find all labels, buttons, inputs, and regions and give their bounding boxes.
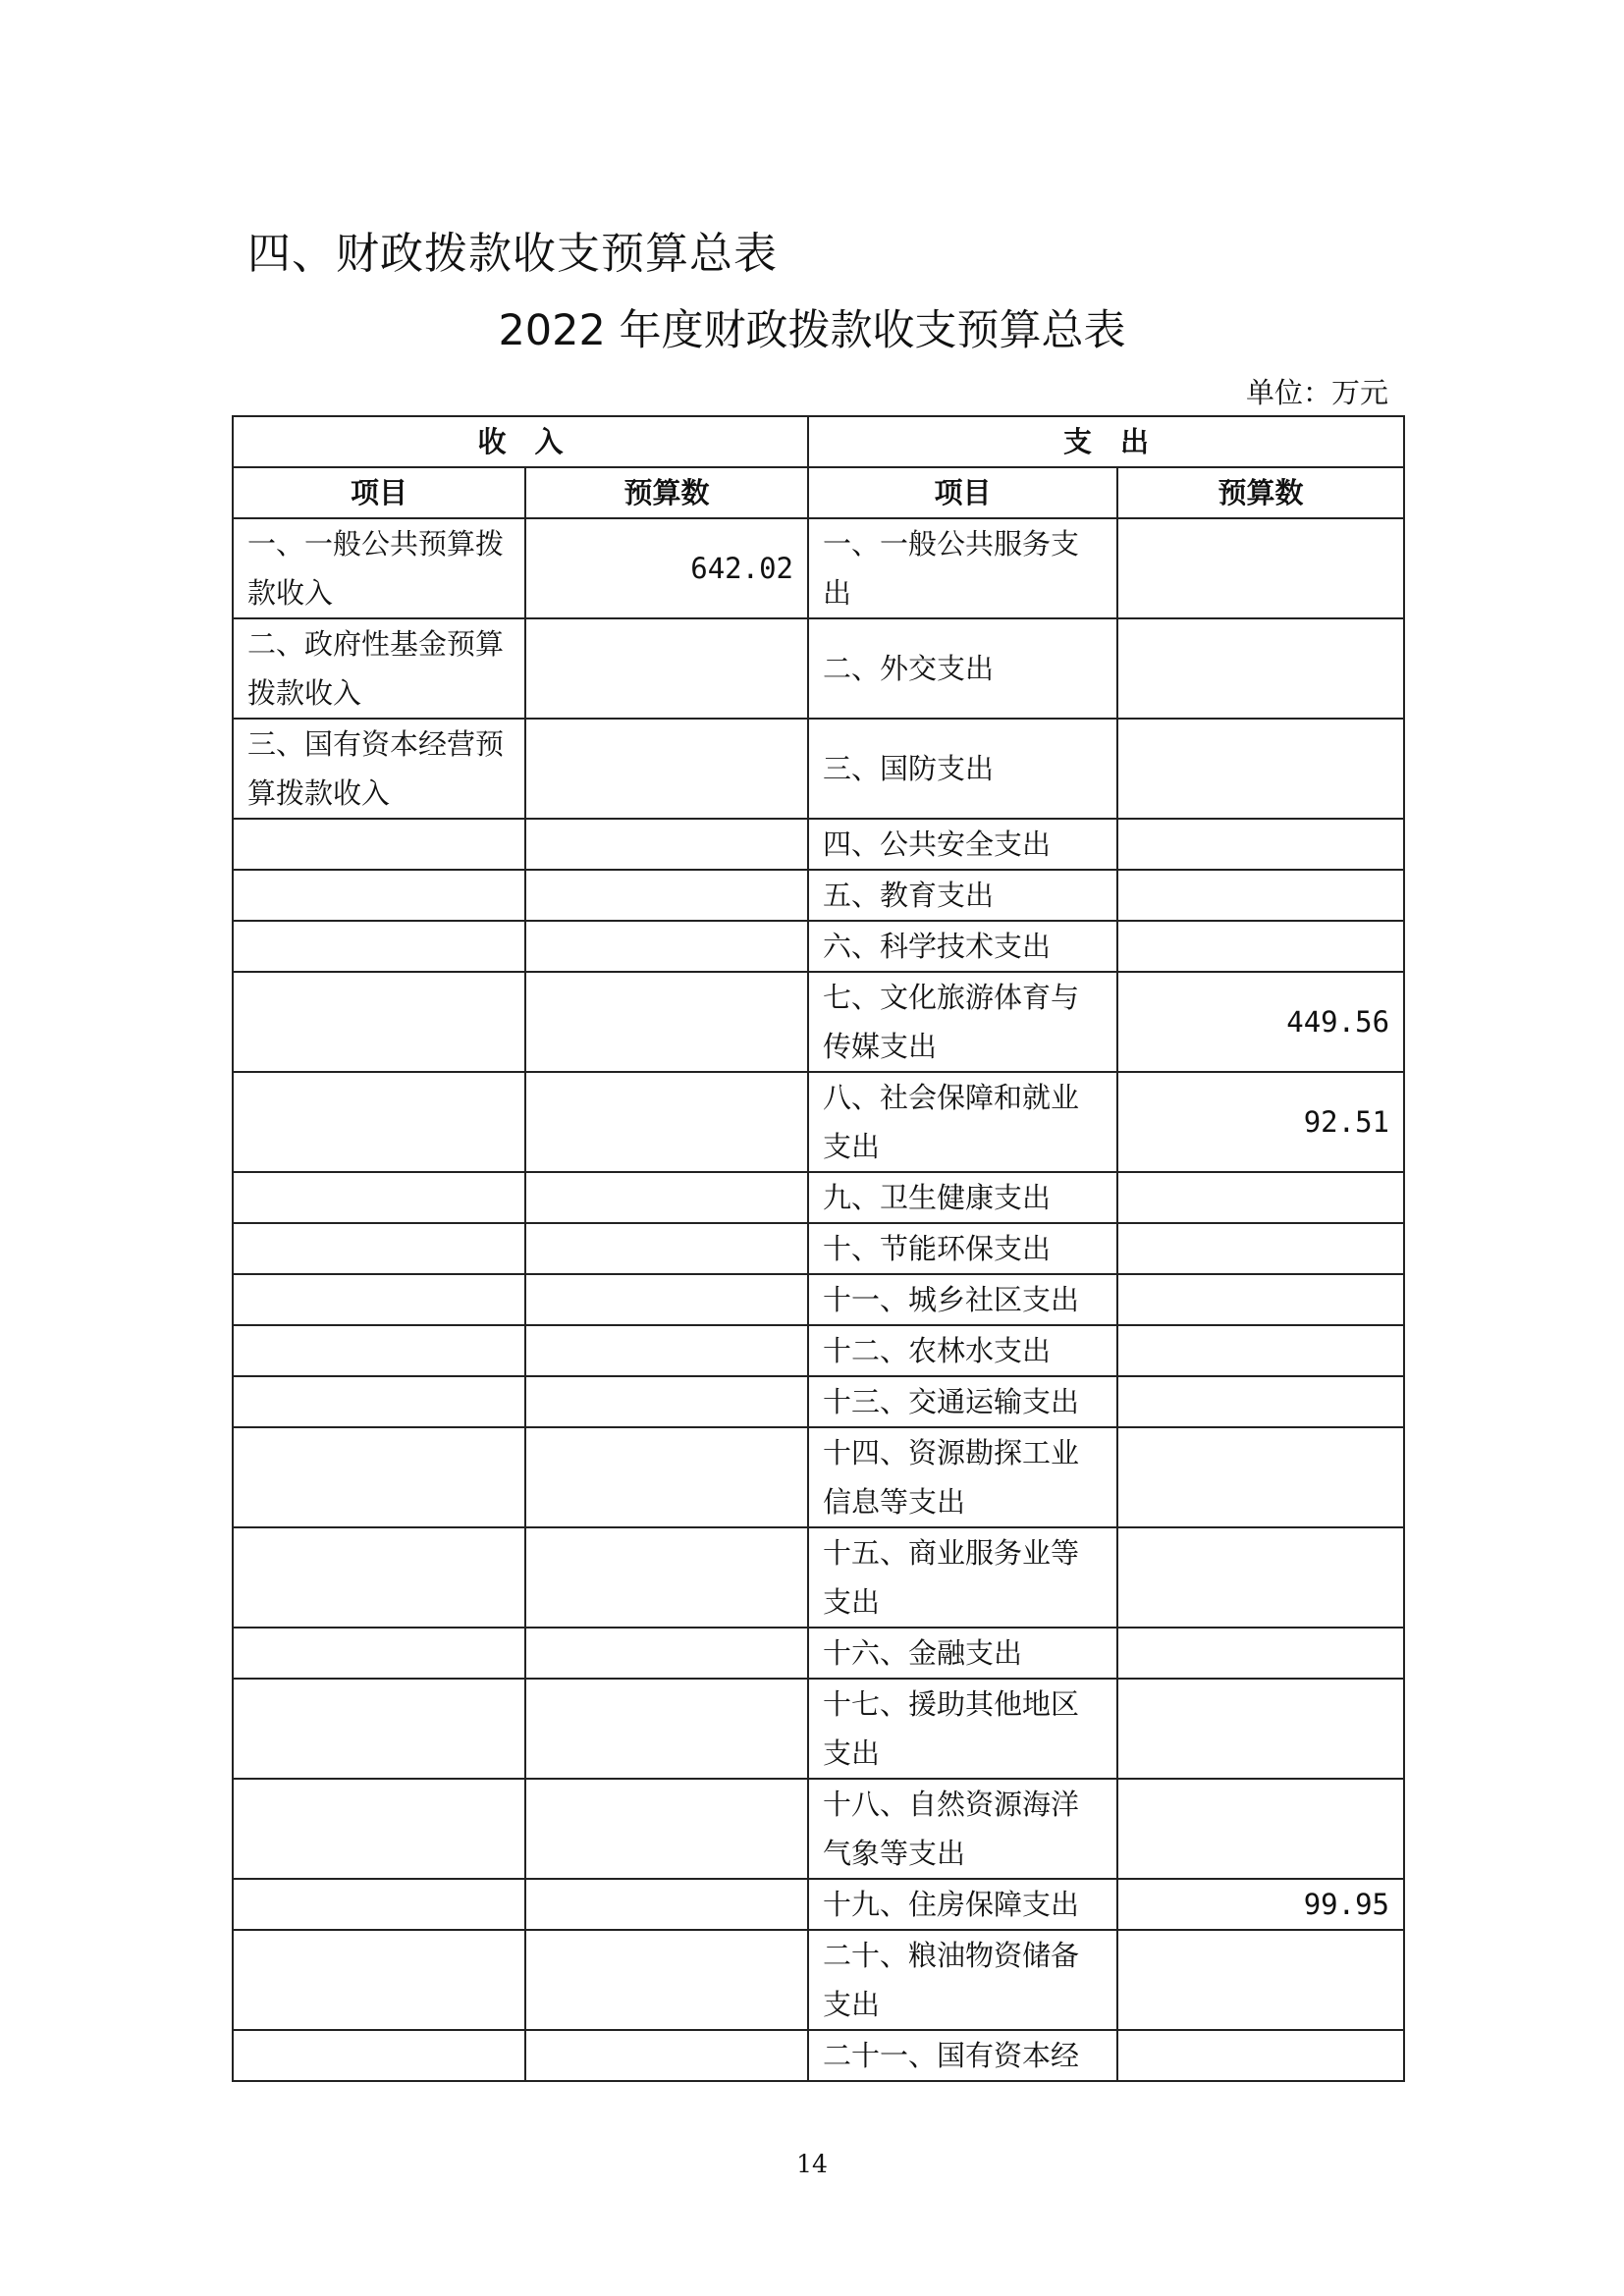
table-row	[233, 618, 1404, 719]
table-row	[233, 1779, 1404, 1879]
table-row	[233, 1679, 1404, 1779]
income-amount-cell	[525, 1779, 808, 1879]
income-header: 收 入	[233, 416, 808, 467]
income-item-cell	[233, 1376, 525, 1427]
expense-item-cell: 二、外交支出	[808, 618, 1117, 719]
expense-item-cell: 十九、住房保障支出	[808, 1879, 1117, 1930]
expense-item-cell: 四、公共安全支出	[808, 819, 1117, 870]
table-row	[233, 972, 1404, 1072]
table-row	[233, 1527, 1404, 1628]
income-amount-cell	[525, 1172, 808, 1223]
expense-item-cell: 九、卫生健康支出	[808, 1172, 1117, 1223]
income-item-cell	[233, 870, 525, 921]
expense-item-cell: 二十一、国有资本经	[808, 2030, 1117, 2081]
income-amount-cell	[525, 2030, 808, 2081]
expense-amount-cell	[1117, 1679, 1404, 1779]
expense-item-cell: 十二、农林水支出	[808, 1325, 1117, 1376]
table-row	[233, 719, 1404, 819]
income-amount-cell	[525, 719, 808, 819]
expense-amount-cell: 99.95	[1117, 1879, 1404, 1930]
income-amount-cell: 642.02	[525, 518, 808, 618]
income-amount-cell	[525, 618, 808, 719]
expense-item-cell: 十四、资源勘探工业信息等支出	[808, 1427, 1117, 1527]
expense-amount-cell	[1117, 921, 1404, 972]
income-item-cell	[233, 921, 525, 972]
table-row	[233, 1376, 1404, 1427]
income-item-cell	[233, 1527, 525, 1628]
expense-item-cell: 二十、粮油物资储备支出	[808, 1930, 1117, 2030]
table-row	[233, 870, 1404, 921]
table-row	[233, 1879, 1404, 1930]
income-item-cell	[233, 2030, 525, 2081]
income-amount-cell	[525, 1679, 808, 1779]
table-row	[233, 1223, 1404, 1274]
expense-item-cell: 十六、金融支出	[808, 1628, 1117, 1679]
expense-amount-cell	[1117, 618, 1404, 719]
unit-label: 单位：万元	[1245, 376, 1388, 409]
expense-amount-cell	[1117, 1325, 1404, 1376]
expense-item-cell: 六、科学技术支出	[808, 921, 1117, 972]
expense-amount-cell: 449.56	[1117, 972, 1404, 1072]
expense-item-cell: 三、国防支出	[808, 719, 1117, 819]
expense-amount-cell	[1117, 819, 1404, 870]
table-row	[233, 1427, 1404, 1527]
income-item-cell	[233, 972, 525, 1072]
section-heading: 四、财政拨款收支预算总表	[247, 229, 778, 279]
expense-item-cell: 十、节能环保支出	[808, 1223, 1117, 1274]
expense-amount-cell	[1117, 870, 1404, 921]
expense-item-cell: 十三、交通运输支出	[808, 1376, 1117, 1427]
table-row	[233, 1274, 1404, 1325]
table-row	[233, 1172, 1404, 1223]
income-amount-cell	[525, 1376, 808, 1427]
table-row	[233, 1072, 1404, 1172]
income-amount-cell	[525, 972, 808, 1072]
expense-amount-cell	[1117, 1172, 1404, 1223]
expense-item-cell: 五、教育支出	[808, 870, 1117, 921]
budget-table	[232, 415, 1405, 2082]
income-amount-cell	[525, 1427, 808, 1527]
income-item-cell: 三、国有资本经营预算拨款收入	[233, 719, 525, 819]
income-item-column-header: 项目	[233, 467, 525, 518]
table-row	[233, 1628, 1404, 1679]
income-amount-cell	[525, 819, 808, 870]
expense-item-column-header: 项目	[808, 467, 1117, 518]
table-row	[233, 518, 1404, 618]
expense-item-cell: 十七、援助其他地区支出	[808, 1679, 1117, 1779]
expense-amount-cell	[1117, 518, 1404, 618]
expense-amount-cell	[1117, 1223, 1404, 1274]
income-item-cell	[233, 1628, 525, 1679]
income-item-cell	[233, 1274, 525, 1325]
income-amount-cell	[525, 1223, 808, 1274]
income-amount-cell	[525, 1072, 808, 1172]
income-amount-cell	[525, 870, 808, 921]
expense-amount-cell: 92.51	[1117, 1072, 1404, 1172]
expense-item-cell: 七、文化旅游体育与传媒支出	[808, 972, 1117, 1072]
expense-amount-column-header: 预算数	[1117, 467, 1404, 518]
table-row	[233, 1930, 1404, 2030]
income-item-cell	[233, 819, 525, 870]
income-item-cell	[233, 1879, 525, 1930]
expense-header: 支 出	[808, 416, 1404, 467]
expense-amount-cell	[1117, 1527, 1404, 1628]
income-item-cell	[233, 1325, 525, 1376]
table-row	[233, 2030, 1404, 2081]
income-item-cell	[233, 1172, 525, 1223]
income-item-cell	[233, 1427, 525, 1527]
income-amount-cell	[525, 1628, 808, 1679]
income-item-cell	[233, 1072, 525, 1172]
expense-amount-cell	[1117, 1376, 1404, 1427]
income-amount-cell	[525, 1527, 808, 1628]
income-amount-cell	[525, 921, 808, 972]
expense-amount-cell	[1117, 1274, 1404, 1325]
income-item-cell	[233, 1930, 525, 2030]
income-item-cell	[233, 1779, 525, 1879]
expense-amount-cell	[1117, 1427, 1404, 1527]
income-amount-cell	[525, 1930, 808, 2030]
income-item-cell	[233, 1223, 525, 1274]
income-item-cell	[233, 1679, 525, 1779]
table-row	[233, 1325, 1404, 1376]
income-amount-cell	[525, 1879, 808, 1930]
income-amount-column-header: 预算数	[525, 467, 808, 518]
income-amount-cell	[525, 1274, 808, 1325]
expense-amount-cell	[1117, 1628, 1404, 1679]
expense-amount-cell	[1117, 1930, 1404, 2030]
expense-amount-cell	[1117, 1779, 1404, 1879]
budget-table-body	[233, 518, 1404, 2081]
expense-item-cell: 一、一般公共服务支出	[808, 518, 1117, 618]
income-item-cell: 一、一般公共预算拨款收入	[233, 518, 525, 618]
income-amount-cell	[525, 1325, 808, 1376]
expense-item-cell: 十五、商业服务业等支出	[808, 1527, 1117, 1628]
table-row	[233, 819, 1404, 870]
page-title: 2022 年度财政拨款收支预算总表	[498, 306, 1126, 355]
expense-item-cell: 十八、自然资源海洋气象等支出	[808, 1779, 1117, 1879]
expense-item-cell: 八、社会保障和就业支出	[808, 1072, 1117, 1172]
expense-item-cell: 十一、城乡社区支出	[808, 1274, 1117, 1325]
income-item-cell: 二、政府性基金预算拨款收入	[233, 618, 525, 719]
expense-amount-cell	[1117, 2030, 1404, 2081]
table-row	[233, 921, 1404, 972]
page-number: 14	[796, 2150, 828, 2178]
expense-amount-cell	[1117, 719, 1404, 819]
